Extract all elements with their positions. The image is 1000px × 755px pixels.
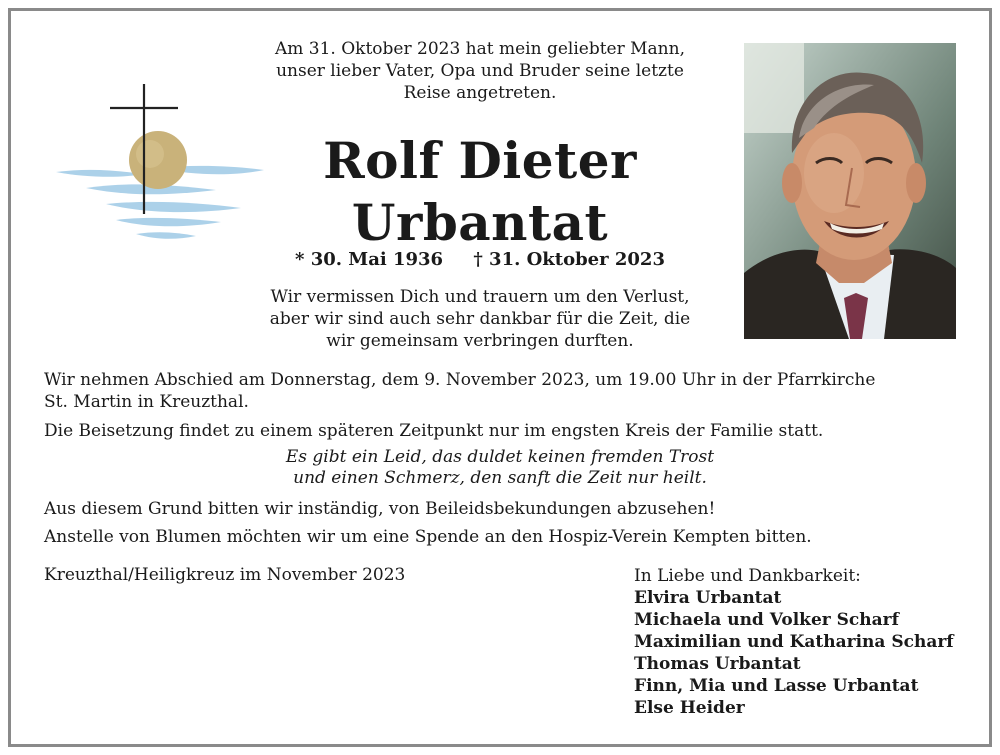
birth-date: * 30. Mai 1936	[295, 249, 444, 270]
portrait-illustration	[744, 43, 956, 339]
signer-name: Else Heider	[634, 698, 745, 718]
name-line-first: Rolf Dieter	[323, 131, 637, 190]
signers-block	[634, 565, 954, 719]
life-dates	[250, 249, 710, 270]
quote-line: Es gibt ein Leid, das duldet keinen fremden Trost	[285, 447, 715, 467]
signer-name: Michaela und Volker Scharf	[634, 610, 899, 630]
memorial-verse	[220, 286, 740, 352]
signer-name: Thomas Urbantat	[634, 654, 801, 674]
quote-text	[200, 447, 800, 489]
farewell-text	[44, 369, 964, 413]
quote-line: und einen Schmerz, den sanft die Zeit nur heilt.	[293, 468, 707, 488]
deceased-name	[250, 130, 710, 254]
signers-heading: In Liebe und Dankbarkeit:	[634, 566, 861, 586]
cross-sun-water-icon	[46, 80, 266, 250]
intro-line: Reise angetreten.	[403, 83, 557, 103]
signer-name: Finn, Mia und Lasse Urbantat	[634, 676, 919, 696]
farewell-line: St. Martin in Kreuzthal.	[44, 392, 249, 412]
verse-line: wir gemeinsam verbringen durften.	[326, 331, 634, 351]
name-line-last: Urbantat	[351, 193, 609, 252]
intro-line: unser lieber Vater, Opa und Bruder seine letzte	[276, 61, 684, 81]
verse-line: Wir vermissen Dich und trauern um den Verlust,	[270, 287, 690, 307]
portrait-photo	[744, 43, 956, 339]
donation-text: Anstelle von Blumen möchten wir um eine Spende an den Hospiz-Verein Kempten bitten.	[44, 527, 812, 547]
verse-line: aber wir sind auch sehr dankbar für die Zeit, die	[269, 309, 691, 329]
intro-line: Am 31. Oktober 2023 hat mein geliebter Mann,	[274, 39, 685, 59]
intro-text	[230, 38, 730, 104]
request-text: Aus diesem Grund bitten wir inständig, von Beileidsbekundungen abzusehen!	[44, 499, 716, 519]
farewell-line: Wir nehmen Abschied am Donnerstag, dem 9. November 2023, um 19.00 Uhr in der Pfarrkirche	[44, 370, 876, 390]
burial-text: Die Beisetzung findet zu einem späteren Zeitpunkt nur im engsten Kreis der Familie statt.	[44, 421, 824, 441]
signer-name: Elvira Urbantat	[634, 588, 782, 608]
place-date: Kreuzthal/Heiligkreuz im November 2023	[44, 565, 406, 585]
death-date: † 31. Oktober 2023	[473, 249, 665, 270]
signer-name: Maximilian und Katharina Scharf	[634, 632, 954, 652]
